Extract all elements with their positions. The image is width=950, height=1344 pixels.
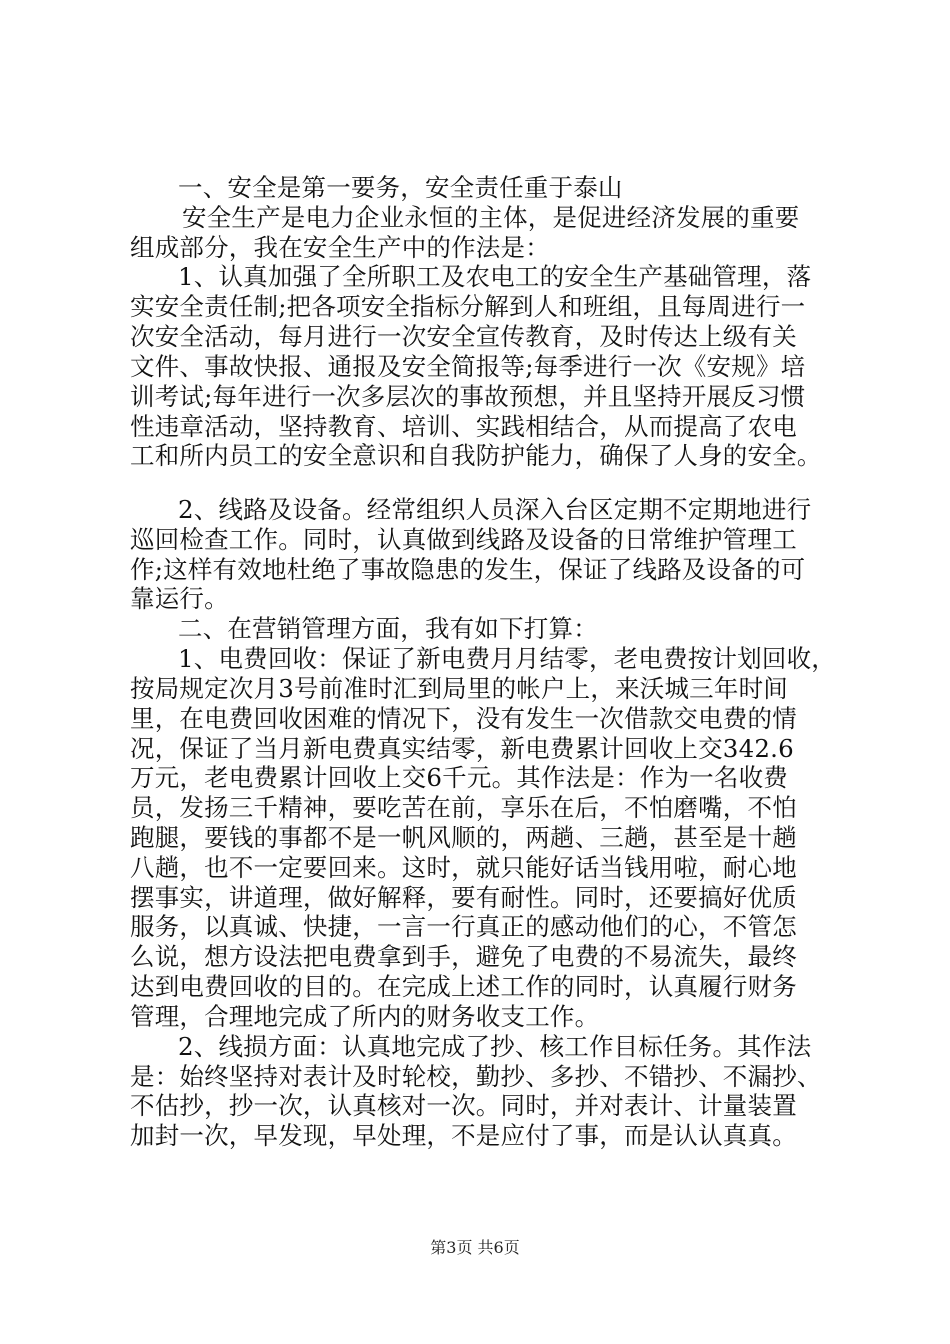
paragraph-line: 员，发扬三千精神，要吃苦在前，享乐在后，不怕磨嘴，不怕	[130, 793, 797, 822]
paragraph-line: 况，保证了当月新电费真实结零，新电费累计回收上交342.6	[130, 734, 794, 763]
paragraph-line: 么说，想方设法把电费拿到手，避免了电费的不易流失，最终	[130, 942, 797, 971]
paragraph-line: 服务，以真诚、快捷，一言一行真正的感动他们的心，不管怎	[130, 912, 797, 941]
paragraph-line: 1、电费回收：保证了新电费月月结零，老电费按计划回收，	[178, 644, 836, 673]
paragraph-line: 2、线路及设备。经常组织人员深入台区定期不定期地进行	[178, 495, 812, 524]
page-number-footer: 第3页 共6页	[430, 1238, 520, 1257]
paragraph-line: 管理，合理地完成了所内的财务收支工作。	[130, 1002, 600, 1031]
paragraph-line: 靠运行。	[130, 584, 229, 613]
paragraph-line: 次安全活动，每月进行一次安全宣传教育，及时传达上级有关	[130, 322, 797, 351]
paragraph-line: 巡回检查工作。同时，认真做到线路及设备的日常维护管理工	[130, 525, 797, 554]
paragraph-line: 作;这样有效地杜绝了事故隐患的发生，保证了线路及设备的可	[130, 555, 806, 584]
section-heading-2: 二、在营销管理方面，我有如下打算：	[178, 614, 598, 643]
paragraph-line: 摆事实，讲道理，做好解释，要有耐性。同时，还要搞好优质	[130, 883, 797, 912]
paragraph-line: 不估抄，抄一次，认真核对一次。同时，并对表计、计量装置	[130, 1091, 797, 1120]
paragraph-line: 跑腿，要钱的事都不是一帆风顺的，两趟、三趟，甚至是十趟	[130, 823, 797, 852]
paragraph-line: 训考试;每年进行一次多层次的事故预想，并且坚持开展反习惯	[130, 382, 806, 411]
paragraph-line: 实安全责任制;把各项安全指标分解到人和班组，且每周进行一	[130, 292, 806, 321]
paragraph-line: 里，在电费回收困难的情况下，没有发生一次借款交电费的情	[130, 704, 797, 733]
paragraph-line: 万元，老电费累计回收上交6千元。其作法是：作为一名收费	[130, 763, 788, 792]
paragraph-line: 组成部分，我在安全生产中的作法是：	[130, 233, 550, 262]
section-heading-1: 一、安全是第一要务，安全责任重于泰山	[178, 173, 623, 202]
paragraph-line: 性违章活动，坚持教育、培训、实践相结合，从而提高了农电	[130, 412, 797, 441]
paragraph-line: 按局规定次月3号前准时汇到局里的帐户上，来沃城三年时间	[130, 674, 788, 703]
paragraph-line: 八趟，也不一定要回来。这时，就只能好话当钱用啦，耐心地	[130, 853, 797, 882]
paragraph-line: 安全生产是电力企业永恒的主体，是促进经济发展的重要	[182, 203, 800, 232]
paragraph-line: 文件、事故快报、通报及安全简报等;每季进行一次《安规》培	[130, 352, 806, 381]
paragraph-line: 2、线损方面：认真地完成了抄、核工作目标任务。其作法	[178, 1032, 812, 1061]
paragraph-line: 是：始终坚持对表计及时轮校，勤抄、多抄、不错抄、不漏抄、	[130, 1062, 822, 1091]
paragraph-line: 加封一次，早发现，早处理，不是应付了事，而是认认真真。	[130, 1121, 797, 1150]
paragraph-line: 达到电费回收的目的。在完成上述工作的同时，认真履行财务	[130, 972, 797, 1001]
paragraph-line: 工和所内员工的安全意识和自我防护能力，确保了人身的安全。	[130, 441, 822, 470]
paragraph-line: 1、认真加强了全所职工及农电工的安全生产基础管理，落	[178, 262, 812, 291]
